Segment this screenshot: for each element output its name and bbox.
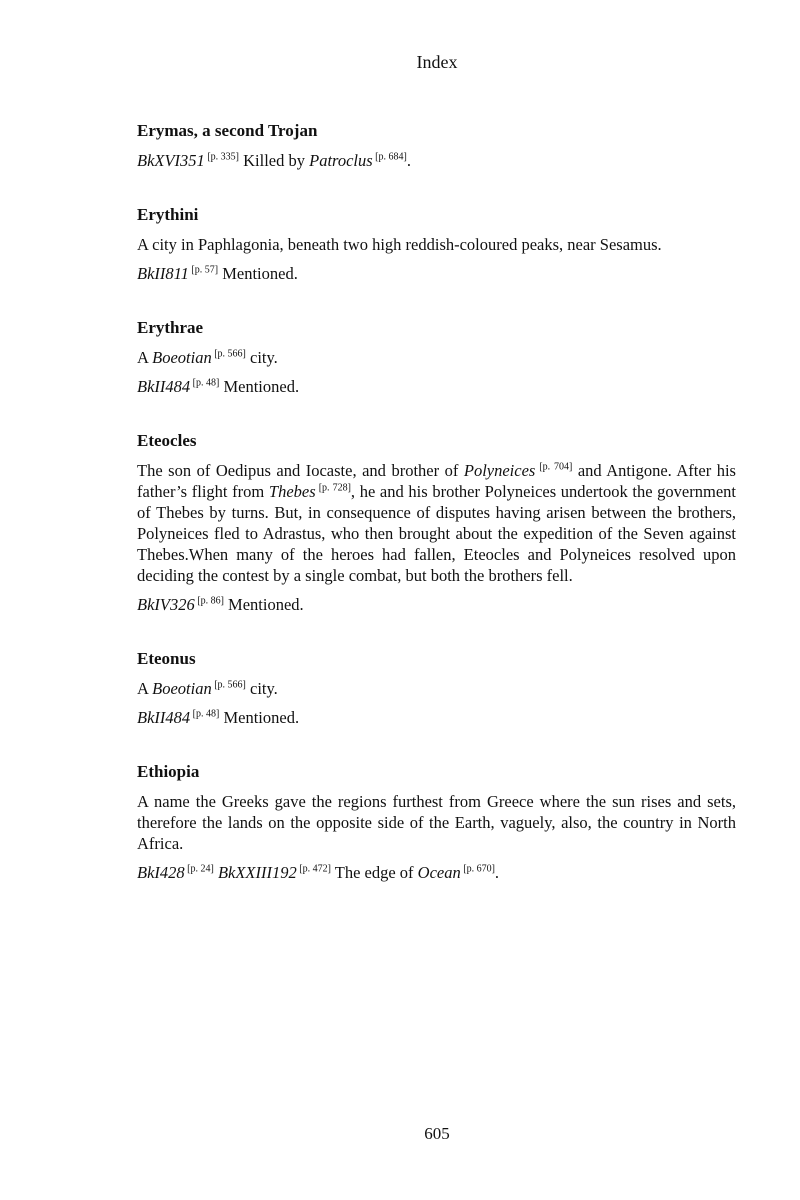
page-reference[interactable]: [p. 566] (211, 348, 246, 360)
cross-reference-link[interactable]: BkII484 (137, 377, 191, 396)
entry-paragraph (137, 460, 736, 586)
page-reference[interactable]: [p. 472] (296, 863, 331, 875)
entry-paragraph (137, 678, 736, 699)
entry-text: The son of Oedipus and Iocaste, and brother of (137, 461, 464, 480)
entry-paragraph (137, 263, 736, 284)
page-reference[interactable]: [p. 24] (184, 863, 214, 875)
entry-paragraph (137, 707, 736, 728)
running-head: Index (416, 52, 458, 72)
cross-reference-link[interactable]: BkIV326 (137, 595, 195, 614)
entry-title: Erymas, a second Trojan (137, 121, 318, 140)
entry-text: The edge of (330, 863, 418, 882)
page-reference[interactable]: [p. 48] (190, 708, 220, 720)
cross-reference-link[interactable]: Polyneices (463, 461, 536, 480)
cross-reference-link[interactable]: BkII484 (137, 708, 191, 727)
entry-text: Mentioned. (223, 595, 304, 614)
entry-title: Erythrae (137, 318, 204, 337)
entry-text: Mentioned. (219, 377, 300, 396)
page-number: 605 (424, 1124, 450, 1143)
entry-text: Killed by (238, 151, 310, 170)
entry-paragraph (137, 594, 736, 615)
entry-text: A (137, 348, 153, 367)
entry-text: A name the Greeks gave the regions furthest from Greece where the sun rises and sets, therefore the lands on the opposite side of the Earth, vaguely, also, the country in North Africa. (137, 792, 736, 853)
entry-title: Eteonus (137, 649, 196, 668)
page-reference[interactable]: [p. 566] (211, 679, 246, 691)
cross-reference-link[interactable]: BkXXIII192 (217, 863, 297, 882)
cross-reference-link[interactable]: BkXVI351 (137, 151, 205, 170)
entry-text: city. (245, 348, 278, 367)
entry-text: Mentioned. (219, 708, 300, 727)
cross-reference-link[interactable]: Boeotian (152, 679, 212, 698)
cross-reference-link[interactable]: BkI428 (137, 863, 185, 882)
entry-text: city. (245, 679, 278, 698)
cross-reference-link[interactable]: Boeotian (152, 348, 212, 367)
index-entry (137, 118, 736, 171)
index-entry (137, 759, 736, 883)
entry-title: Ethiopia (137, 762, 200, 781)
page-reference[interactable]: [p. 86] (194, 595, 224, 607)
entry-text: and Antigone. After his father’s flight from (137, 461, 736, 501)
index-entries (137, 118, 736, 914)
page-reference[interactable]: [p. 670] (460, 863, 495, 875)
page-reference[interactable]: [p. 335] (204, 151, 239, 163)
entry-text: A city in Paphlagonia, beneath two high reddish-coloured peaks, near Sesamus. (137, 235, 662, 254)
entry-text: Mentioned. (218, 264, 298, 283)
index-entry (137, 428, 736, 615)
cross-reference-link[interactable]: BkII811 (137, 264, 189, 283)
entry-paragraph (137, 791, 736, 854)
page-reference[interactable]: [p. 728] (315, 482, 351, 494)
page-reference[interactable]: [p. 57] (188, 264, 219, 276)
page-reference[interactable]: [p. 684] (372, 151, 407, 163)
entry-paragraph (137, 234, 736, 255)
entry-text: A (137, 679, 153, 698)
entry-title: Eteocles (137, 431, 197, 450)
cross-reference-link[interactable]: Thebes (268, 482, 316, 501)
entry-paragraph (137, 862, 736, 883)
entry-text: , he and his brother Polyneices undertook the government of Thebes by turns. But, in consequence of disputes having arisen between the brothers, Polyneices fled to Adrastus, who then brought about the expedition of the Seven against Thebes.When many of the heroes had fallen, Eteocles and Polyneices resolved upon deciding the contest by a single combat, but both the brothers fell. (137, 482, 736, 585)
entry-paragraph (137, 347, 736, 368)
page-reference[interactable]: [p. 704] (535, 461, 573, 473)
page-reference[interactable]: [p. 48] (190, 377, 220, 389)
cross-reference-link[interactable]: Ocean (417, 863, 461, 882)
entry-paragraph (137, 150, 736, 171)
cross-reference-link[interactable]: Patroclus (309, 151, 373, 170)
index-entry (137, 646, 736, 728)
entry-paragraph (137, 376, 736, 397)
entry-title: Erythini (137, 205, 199, 224)
index-entry (137, 315, 736, 397)
entry-text: . (494, 863, 500, 882)
entry-text: . (406, 151, 411, 170)
index-entry (137, 202, 736, 284)
